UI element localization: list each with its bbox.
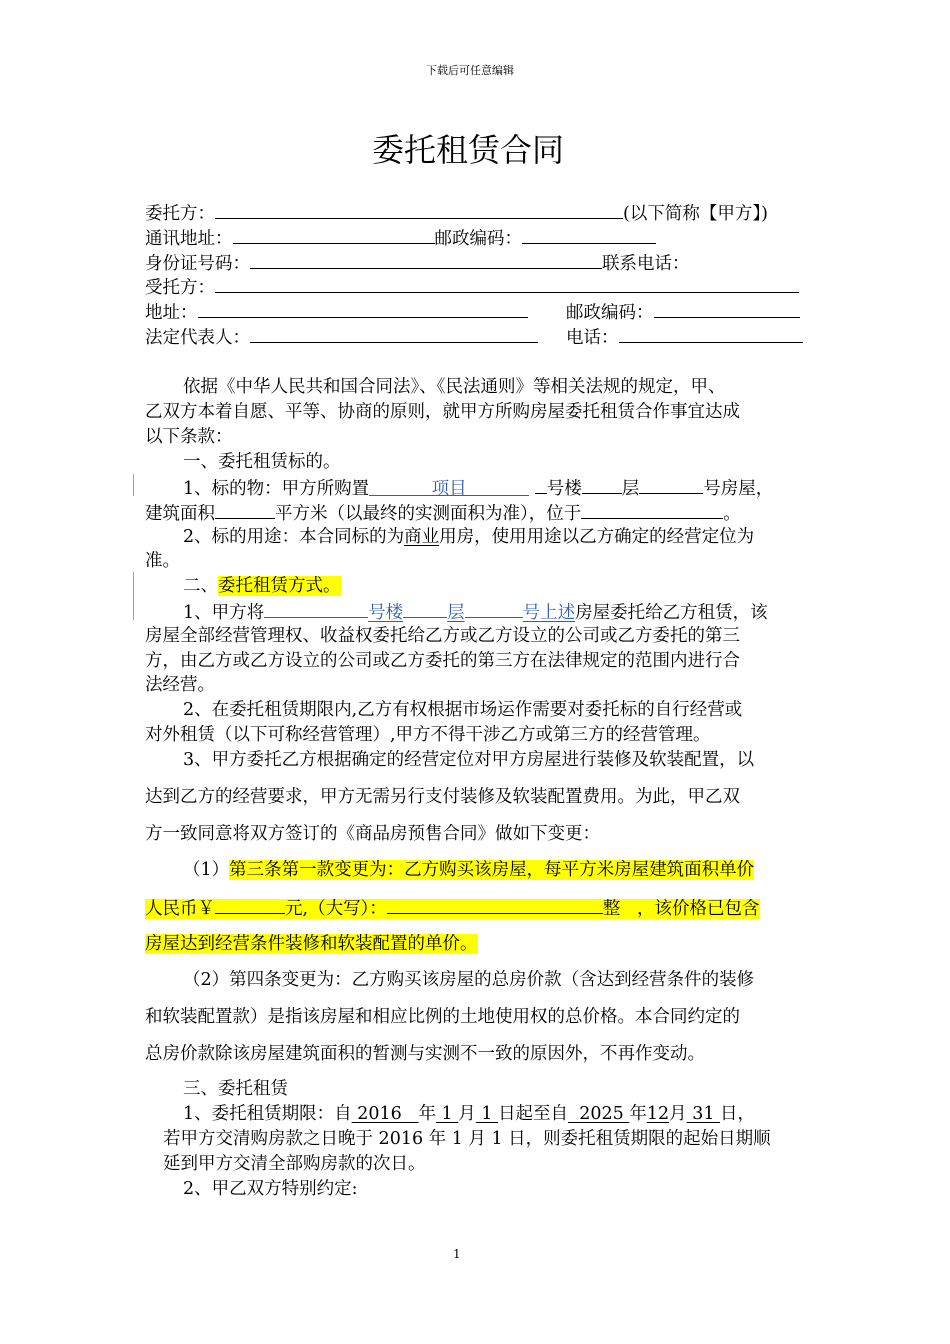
section-3-heading: 三、委托租赁 [183, 1079, 288, 1099]
s2-room-label: 号 [522, 603, 541, 623]
trustee-phone-label: 电话： [566, 328, 619, 348]
revision-mark [133, 572, 134, 620]
s2-floor-label: 层 [447, 603, 465, 623]
s2-p3-line2: 达到乙方的经营要求，甲方无需另行支付装修及软装配置费用。为此，甲乙双 [145, 787, 740, 807]
id-label: 身份证号码： [145, 254, 250, 274]
start-year-value: 2016 [357, 1104, 402, 1124]
s1-floor-label: 层 [621, 479, 640, 499]
s2-p1-line4: 法经营。 [145, 675, 215, 695]
term-label: 1、委托租赁期限：自 [183, 1104, 352, 1124]
s1-item1-line2 [145, 500, 741, 526]
location-field[interactable] [581, 500, 723, 519]
postcode-label: 邮政编码： [434, 229, 522, 249]
postcode-field[interactable] [522, 225, 656, 244]
header-note: 下载后可任意编辑 [426, 64, 514, 77]
s2-heading-highlight: 委托租赁方式。 [218, 576, 341, 596]
phone-label: 联系电话： [602, 254, 690, 274]
s2-p1-text-f: 房屋委托给乙方租赁，该 [575, 603, 768, 623]
s1-item1-line1 [183, 475, 773, 501]
s1-item2-line1 [183, 525, 754, 549]
id-number-field[interactable] [250, 250, 602, 269]
trustee-phone [566, 324, 803, 350]
trustee-address-label: 地址： [145, 303, 198, 323]
clause1-text-1: 第三条第一款变更为：乙方购买该房屋，每平方米房屋建筑面积单价 [229, 860, 755, 880]
s2-p1-line1 [183, 599, 768, 625]
s1-room-label: 号房屋， [703, 479, 774, 499]
s2-building-label: 号楼 [368, 603, 404, 623]
month-label-1: 月 [458, 1104, 476, 1124]
trustee-postcode [566, 299, 800, 325]
s1-building-label: 号楼 [546, 479, 582, 499]
s3-p2: 2、甲乙双方特别约定: [183, 1179, 358, 1199]
s2-clause2-line3: 总房价款除该房屋建筑面积的暂测与实测不一致的原因外，不再作变动。 [145, 1044, 705, 1064]
intro-line-1: 依据《中华人民共和国合同法》、《民法通则》等相关法规的规定，甲、 [183, 377, 726, 397]
end-day-value: 31 [692, 1104, 715, 1124]
s2-p1-line3: 方，由乙方或乙方设立的公司或乙方委托的第三方在法律规定的范围内进行合 [145, 651, 740, 671]
floor-field[interactable] [582, 475, 622, 494]
day-label-2: 日， [720, 1104, 756, 1124]
price-words-field[interactable] [387, 895, 603, 914]
price-words-label: 元,（大写）： [285, 899, 387, 919]
client-label: 委托方： [145, 204, 215, 224]
document-title: 委托租赁合同 [372, 131, 565, 169]
area-field[interactable] [215, 500, 275, 519]
intro-line-2: 乙双方本着自愿、平等、协商的原则，就甲方所购房屋委托租赁合作事宜达成 [145, 402, 740, 422]
clause1-highlight [145, 899, 760, 919]
clause1-prefix: （1） [183, 860, 230, 880]
legal-rep-field[interactable] [250, 324, 538, 343]
page-number: 1 [453, 1247, 461, 1261]
section-1-heading: 一、委托租赁标的。 [183, 452, 341, 472]
year-label-1: 年 [418, 1104, 436, 1124]
s1-item1-end: 。 [723, 504, 741, 524]
s1-item1-text-a: 1、标的物：甲方所购置 [183, 479, 370, 499]
client-name-field[interactable] [215, 200, 623, 219]
usage-note: 用房，使用用途以乙方确定的经营定位为 [439, 527, 755, 547]
s2-clause1-line1 [183, 858, 754, 882]
s3-p1-line2: 若甲方交清购房款之日晚于 2016 年 1 月 1 日，则委托租赁期限的起始日期顺 [163, 1129, 771, 1149]
end-year [568, 1104, 629, 1124]
year-label-2: 年 [629, 1104, 647, 1124]
start-month [436, 1104, 458, 1124]
end-day [687, 1104, 720, 1124]
address-label: 通讯地址： [145, 229, 233, 249]
start-day-value: 1 [481, 1104, 493, 1124]
end-month: 12 [646, 1104, 670, 1124]
s2-clause2-line1: （2）第四条变更为：乙方购买该房屋的总房价款（含达到经营条件的装修 [183, 970, 755, 990]
revision-mark [133, 474, 134, 496]
s2-p2-line1: 2、在委托租赁期限内,乙方有权根据市场运作需要对委托标的自行经营或 [183, 700, 743, 720]
room-field[interactable] [639, 475, 703, 494]
s3-p1-line3: 延到甲方交清全部购房款的次日。 [163, 1154, 426, 1174]
legal-rep-label: 法定代表人： [145, 328, 250, 348]
clause1-text-3: 房屋达到经营条件装修和软装配置的单价。 [145, 934, 478, 954]
trustee-name-field[interactable] [215, 274, 799, 293]
trustee-postcode-label: 邮政编码： [566, 303, 654, 323]
trustee-postcode-field[interactable] [654, 299, 800, 318]
legal-rep-line [145, 324, 538, 350]
trustee-phone-field[interactable] [619, 324, 803, 343]
client-line [145, 200, 768, 226]
s2-p2-line2: 对外租赁（以下可称经营管理）,甲方不得干涉乙方或第三方的经营管理。 [145, 725, 711, 745]
client-suffix: (以下简称【甲方】) [623, 204, 768, 224]
start-year [352, 1104, 419, 1124]
usage-value: 商业 [404, 527, 440, 547]
s2-clause1-line2 [145, 895, 760, 921]
end-year-value: 2025 [579, 1104, 624, 1124]
section-2-heading [183, 574, 341, 598]
start-day [476, 1104, 498, 1124]
project-name-field[interactable] [369, 477, 529, 499]
area-label: 建筑面积 [145, 504, 215, 524]
s3-p1-line1 [183, 1102, 755, 1126]
trustee-address-line [145, 299, 528, 325]
s2-clause1-line3 [145, 932, 478, 956]
building-field[interactable] [535, 475, 547, 494]
s2-p1-line2: 房屋全部经营管理权、收益权委托给乙方或乙方设立的公司或乙方委托的第三 [145, 626, 740, 646]
area-note: 平方米（以最终的实测面积为准），位于 [275, 504, 582, 524]
trustee-label: 受托方： [145, 278, 215, 298]
price-includes: ，该价格已包含 [637, 899, 760, 919]
s2-p1-text-a: 1、甲方将 [183, 603, 265, 623]
id-line [145, 250, 690, 276]
price-label: 人民币￥ [145, 899, 215, 919]
s1-item2-line2: 准。 [145, 551, 180, 571]
s2-floor-field[interactable] [403, 599, 447, 618]
s2-p3-line1: 3、甲方委托乙方根据确定的经营定位对甲方房屋进行装修及软装配置，以 [183, 750, 755, 770]
s2-heading-prefix: 二、 [183, 576, 218, 596]
s2-p3-line3: 方一致同意将双方签订的《商品房预售合同》做如下变更： [145, 824, 600, 844]
address-field[interactable] [233, 225, 435, 244]
trustee-line [145, 274, 799, 300]
s2-clause2-line2: 和软装配置款）是指该房屋和相应比例的土地使用权的总价格。本合同约定的 [145, 1007, 740, 1027]
to-label: 日起至自 [498, 1104, 569, 1124]
usage-label: 2、标的用途：本合同标的为 [183, 527, 405, 547]
intro-line-3: 以下条款： [145, 427, 233, 447]
trustee-address-field[interactable] [198, 299, 528, 318]
s2-building-field[interactable] [264, 599, 368, 618]
unit-price-field[interactable] [215, 895, 285, 914]
month-label-2: 月 [669, 1104, 687, 1124]
s2-room-field[interactable] [465, 599, 523, 618]
start-month-value: 1 [441, 1104, 453, 1124]
price-whole-label: 整 [602, 899, 621, 919]
project-label: 项目 [431, 479, 467, 499]
address-line [145, 225, 656, 251]
s2-above-label: 上述 [540, 603, 576, 623]
